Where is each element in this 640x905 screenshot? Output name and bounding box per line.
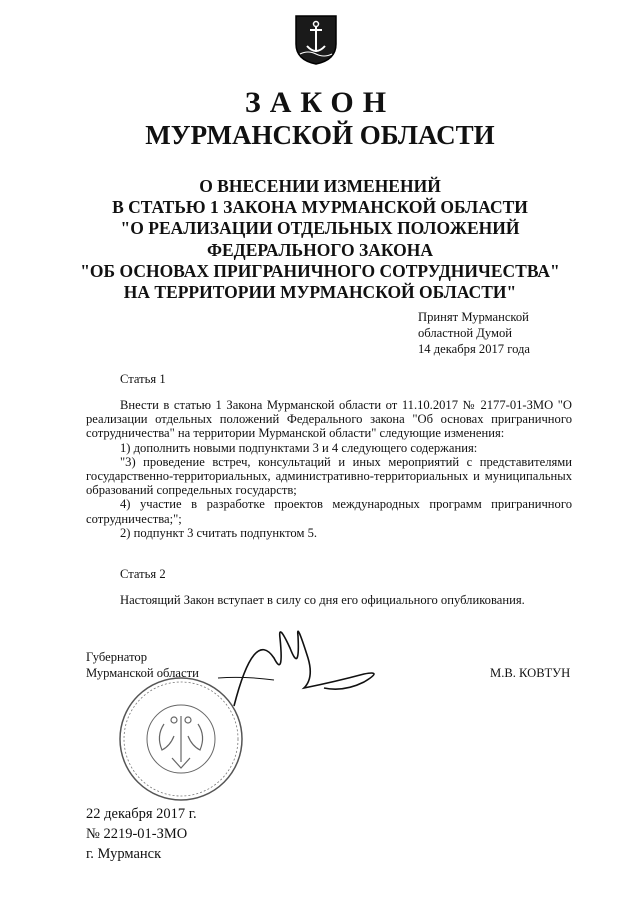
subtitle-line: В СТАТЬЮ 1 ЗАКОНА МУРМАНСКОЙ ОБЛАСТИ [112, 197, 528, 218]
adoption-line: областной Думой [418, 326, 513, 340]
handwritten-signature [214, 618, 394, 714]
law-subtitle [0, 176, 640, 303]
adoption-line: Принят Мурманской [418, 310, 529, 324]
article-2-heading: Статья 2 [120, 567, 166, 581]
region-title: МУРМАНСКОЙ ОБЛАСТИ [145, 120, 495, 150]
article-1-subitem-3: "3) проведение встреч, консультаций и иных мероприятий с представителями государственно-территориальных, административно-территориальных и муниципальных образований сопредельных государств; [86, 454, 572, 498]
article-1-heading: Статья 1 [120, 372, 166, 386]
signing-date: 22 декабря 2017 г. [86, 806, 197, 822]
document-type-title: ЗАКОН [244, 86, 396, 119]
subtitle-line: "ОБ ОСНОВАХ ПРИГРАНИЧНОГО СОТРУДНИЧЕСТВА" [80, 260, 560, 281]
governor-name: М.В. КОВТУН [490, 666, 571, 680]
subtitle-line: НА ТЕРРИТОРИИ МУРМАНСКОЙ ОБЛАСТИ" [123, 282, 517, 303]
governor-region: Мурманской области [86, 666, 199, 680]
article-1-intro: Внести в статью 1 Закона Мурманской области от 11.10.2017 № 2177-01-ЗМО "О реализации отдельных положений Федерального закона "Об основах приграничного сотрудничества" на территории Мурманской области" следующие изменения: [86, 398, 572, 441]
article-1-body [86, 398, 572, 540]
adoption-note [418, 309, 530, 357]
article-2-text: Настоящий Закон вступает в силу со дня его официального опубликования. [120, 593, 525, 607]
subtitle-line: ФЕДЕРАЛЬНОГО ЗАКОНА [206, 239, 433, 260]
law-number: № 2219-01-ЗМО [86, 826, 188, 842]
adoption-date: 14 декабря 2017 года [418, 342, 531, 356]
subtitle-line: "О РЕАЛИЗАЦИИ ОТДЕЛЬНЫХ ПОЛОЖЕНИЙ [120, 218, 520, 239]
article-1-item-2: 2) подпункт 3 считать подпунктом 5. [120, 525, 318, 540]
murmansk-coat-of-arms-icon [294, 14, 338, 66]
article-1-subitem-4: 4) участие в разработке проектов международных программ приграничного сотрудничества;"; [86, 497, 572, 526]
governor-title: Губернатор [86, 650, 147, 664]
article-1-item-1: 1) дополнить новыми подпунктами 3 и 4 следующего содержания: [120, 440, 478, 455]
subtitle-line: О ВНЕСЕНИИ ИЗМЕНЕНИЙ [199, 176, 441, 196]
signing-city: г. Мурманск [86, 846, 162, 862]
